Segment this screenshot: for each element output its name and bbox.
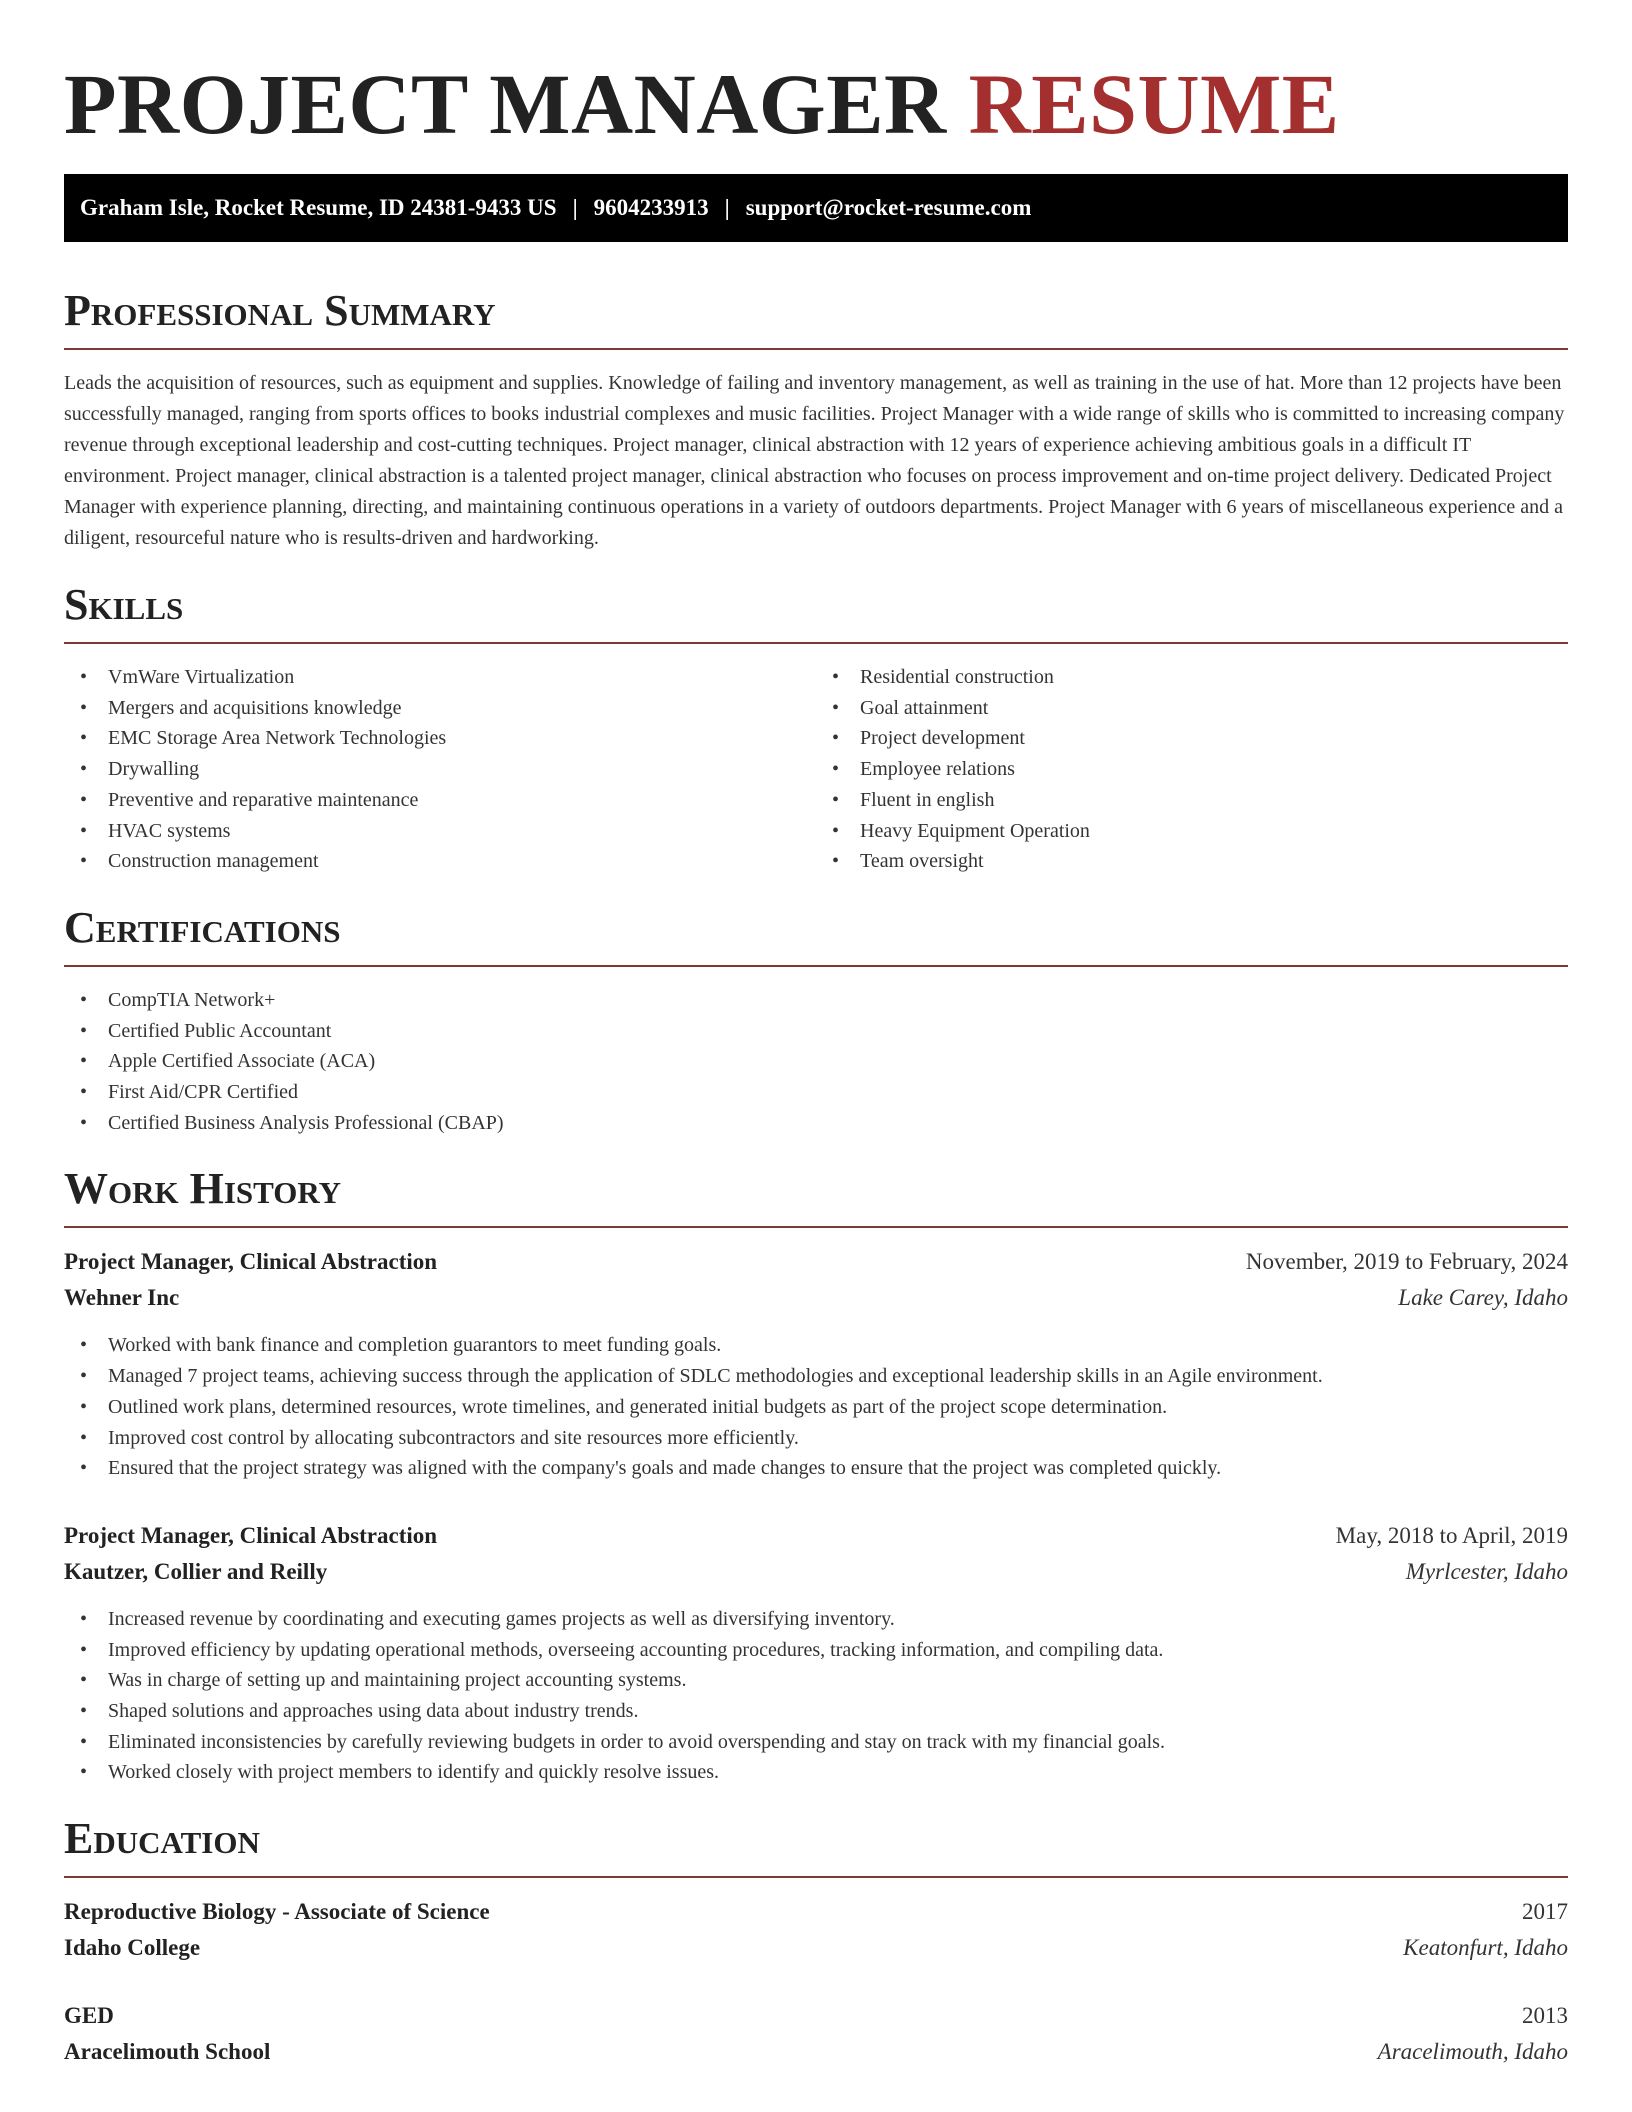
job-company-row [64, 1280, 1568, 1316]
job-company: Wehner Inc [64, 1285, 180, 1311]
skill-item: • VmWare Virtualization [64, 662, 816, 693]
education-degree: GED [64, 2003, 114, 2029]
education-year: 2013 [1522, 2003, 1568, 2029]
section-divider [64, 348, 1568, 350]
contact-email: support@rocket-resume.com [745, 195, 1032, 220]
education-year: 2017 [1522, 1899, 1568, 1925]
job-header-row [64, 1244, 1568, 1280]
education-school: Aracelimouth School [64, 2039, 271, 2065]
skill-item: • Fluent in english [816, 785, 1568, 816]
title-accent: RESUME [968, 56, 1340, 152]
education-degree-row [64, 1998, 1568, 2034]
section-divider [64, 1226, 1568, 1228]
job-bullet: • Shaped solutions and approaches using data about industry trends. [64, 1696, 1568, 1727]
job-bullet: • Worked closely with project members to identify and quickly resolve issues. [64, 1757, 1568, 1788]
contact-bar [64, 174, 1568, 242]
certifications-list [64, 985, 1568, 1139]
job-bullet: • Increased revenue by coordinating and executing games projects as well as diversifying inventory. [64, 1604, 1568, 1635]
contact-address: Graham Isle, Rocket Resume, ID 24381-9433 US [80, 195, 557, 220]
job-bullet: • Eliminated inconsistencies by carefully reviewing budgets in order to avoid overspending and stay on track with my financial goals. [64, 1727, 1568, 1758]
summary-heading: Professional Summary [64, 286, 496, 335]
skill-item: • Preventive and reparative maintenance [64, 785, 816, 816]
education-entry [64, 1894, 1568, 1966]
summary-section [64, 286, 1568, 554]
skills-section [64, 580, 1568, 877]
certifications-heading: Certifications [64, 902, 341, 952]
skill-item: • Goal attainment [816, 693, 1568, 724]
education-section [64, 1814, 1568, 2070]
job-title: Project Manager, Clinical Abstraction [64, 1249, 438, 1275]
job-header-row [64, 1518, 1568, 1554]
education-school: Idaho College [64, 1935, 201, 1961]
job-entry [64, 1244, 1568, 1484]
job-entry [64, 1518, 1568, 1788]
certification-item: • Certified Business Analysis Professional (CBAP) [64, 1108, 1568, 1139]
education-school-row [64, 2034, 1568, 2070]
job-company-row [64, 1554, 1568, 1590]
summary-text: Leads the acquisition of resources, such as equipment and supplies. Knowledge of failing and inventory management, as well as training in the use of hat. More than 12 projects have been successfully managed, ranging from sports offices to books industrial complexes and music facilities. Project Manager with a wide range of skills who is committed to increasing company revenue through exceptional leadership and cost-cutting techniques. Project manager, clinical abstraction with 12 years of experience achieving ambitious goals in a difficult IT environment. Project manager, clinical abstraction is a talented project manager, clinical abstraction who focuses on process improvement and on-time project delivery. Dedicated Project Manager with experience planning, directing, and maintaining continuous operations in a variety of outdoors departments. Project Manager with 6 years of miscellaneous experience and a diligent, resourceful nature who is results-driven and hardworking. [64, 372, 1565, 549]
skills-list-right [816, 662, 1568, 877]
skill-item: • Drywalling [64, 754, 816, 785]
job-bullet: • Was in charge of setting up and maintaining project accounting systems. [64, 1665, 1568, 1696]
job-bullet: • Managed 7 project teams, achieving success through the application of SDLC methodologies and exceptional leadership skills in an Agile environment. [64, 1361, 1568, 1392]
title-main: PROJECT MANAGER [64, 56, 947, 152]
skill-item: • Mergers and acquisitions knowledge [64, 693, 816, 724]
job-bullets [64, 1604, 1568, 1788]
education-location: Keatonfurt, Idaho [1403, 1935, 1568, 1961]
section-divider [64, 965, 1568, 967]
job-location: Lake Carey, Idaho [1398, 1285, 1568, 1311]
job-company: Kautzer, Collier and Reilly [64, 1558, 328, 1584]
job-location: Myrlcester, Idaho [1405, 1558, 1568, 1584]
contact-separator: | [572, 195, 578, 220]
skill-item: • HVAC systems [64, 816, 816, 847]
education-degree: Reproductive Biology - Associate of Science [64, 1899, 490, 1925]
job-bullet: • Improved efficiency by updating operational methods, overseeing accounting procedures, tracking information, and compiling data. [64, 1635, 1568, 1666]
contact-separator: | [724, 195, 730, 220]
job-bullet: • Worked with bank finance and completion guarantors to meet funding goals. [64, 1330, 1568, 1361]
section-divider [64, 1876, 1568, 1878]
job-title: Project Manager, Clinical Abstraction [64, 1522, 438, 1548]
education-entry [64, 1998, 1568, 2070]
work-history-section [64, 1164, 1568, 1788]
job-dates: November, 2019 to February, 2024 [1245, 1249, 1568, 1275]
skill-item: • Construction management [64, 846, 816, 877]
skills-grid [64, 644, 1568, 877]
work-history-heading: Work History [64, 1164, 342, 1214]
certifications-section [64, 903, 1568, 1139]
skill-item: • Employee relations [816, 754, 1568, 785]
certification-item: • Apple Certified Associate (ACA) [64, 1046, 1568, 1077]
skill-item: • EMC Storage Area Network Technologies [64, 723, 816, 754]
education-school-row [64, 1930, 1568, 1966]
education-heading: Education [64, 1814, 260, 1864]
skills-list-left [64, 662, 816, 877]
job-bullet: • Outlined work plans, determined resources, wrote timelines, and generated initial budgets as part of the project scope determination. [64, 1392, 1568, 1423]
contact-phone: 9604233913 [593, 195, 709, 220]
education-degree-row [64, 1894, 1568, 1930]
certification-item: • Certified Public Accountant [64, 1016, 1568, 1047]
skill-item: • Heavy Equipment Operation [816, 816, 1568, 847]
certification-item: • CompTIA Network+ [64, 985, 1568, 1016]
job-dates: May, 2018 to April, 2019 [1335, 1522, 1568, 1548]
education-location: Aracelimouth, Idaho [1377, 2039, 1568, 2065]
skill-item: • Project development [816, 723, 1568, 754]
resume-title [64, 58, 1568, 150]
skills-heading: Skills [64, 580, 184, 629]
job-bullet: • Ensured that the project strategy was aligned with the company's goals and made changes to ensure that the project was completed quickly. [64, 1453, 1568, 1484]
certification-item: • First Aid/CPR Certified [64, 1077, 1568, 1108]
skill-item: • Team oversight [816, 846, 1568, 877]
job-bullet: • Improved cost control by allocating subcontractors and site resources more efficiently. [64, 1423, 1568, 1454]
skill-item: • Residential construction [816, 662, 1568, 693]
job-bullets [64, 1330, 1568, 1484]
